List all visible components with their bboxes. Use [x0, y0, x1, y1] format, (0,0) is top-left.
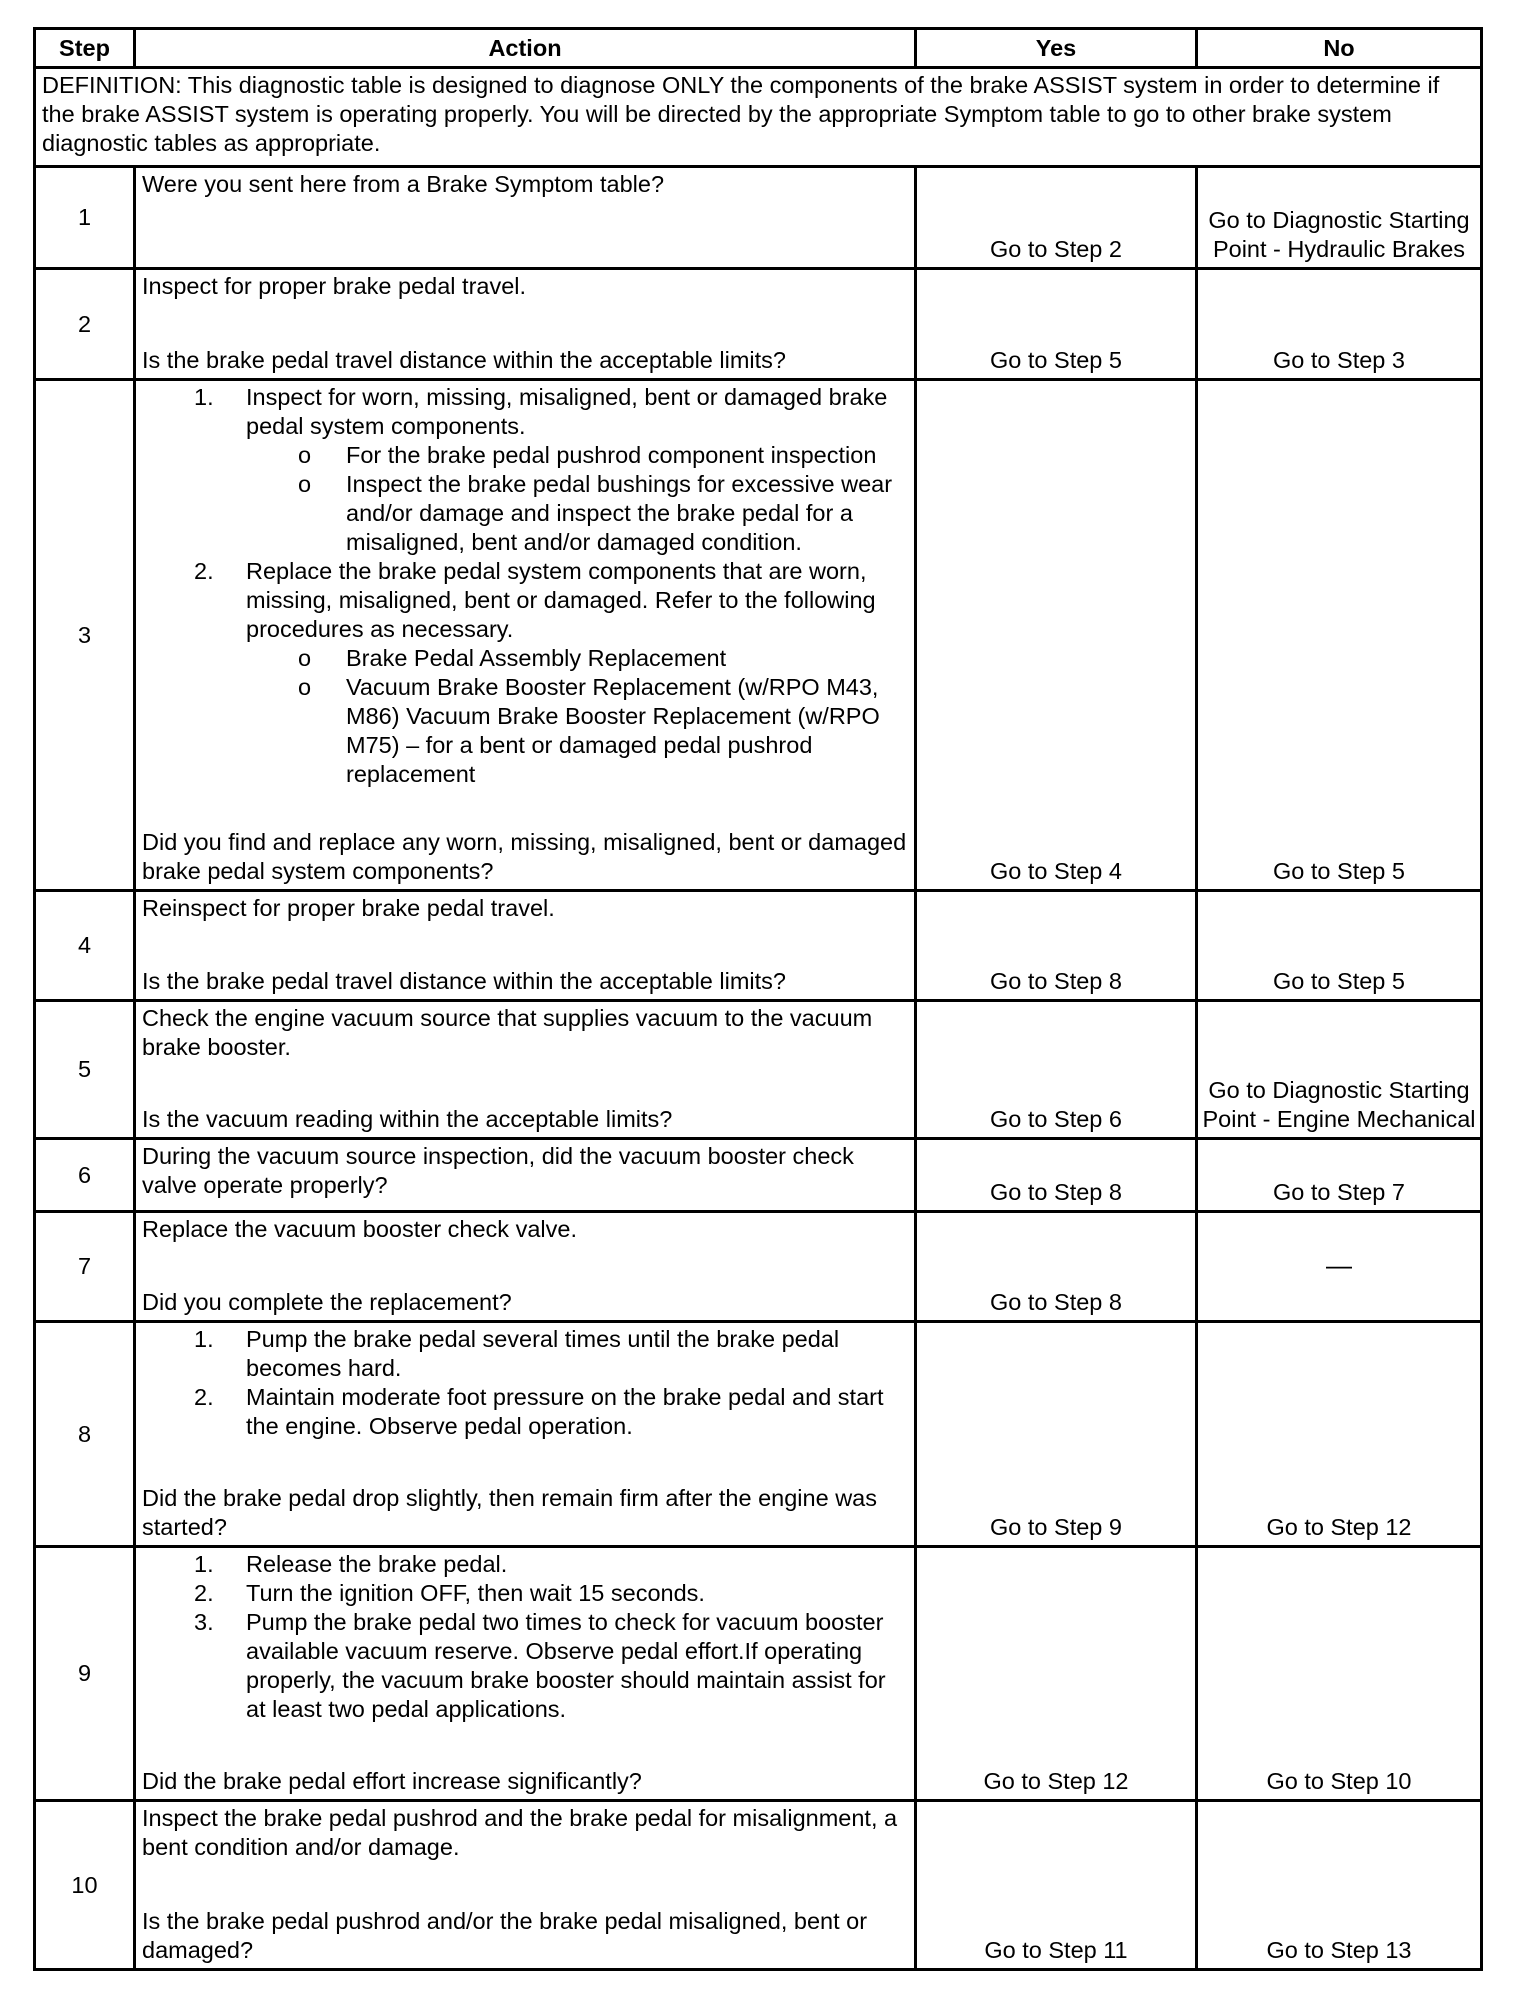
action-question: Did you find and replace any worn, missing, misaligned, bent or damaged brake pedal system components?	[142, 829, 907, 884]
action-intro: Inspect for proper brake pedal travel.	[142, 273, 527, 299]
sub-step: o Vacuum Brake Booster Replacement (w/RPO M43, M86) Vacuum Brake Booster Replacement (w/RPO M75) – for a bent or damaged pedal pushrod replacement	[346, 673, 908, 789]
no-result: Go to Step 7	[1197, 1139, 1482, 1212]
action-content	[142, 1004, 908, 1134]
step-number: 5	[35, 1001, 135, 1139]
action-question: Did you complete the replacement?	[142, 1289, 512, 1315]
no-result: —	[1197, 1212, 1482, 1322]
action-question: Is the vacuum reading within the acceptable limits?	[142, 1106, 673, 1132]
action-question: Did the brake pedal effort increase significantly?	[142, 1768, 642, 1794]
action-content	[142, 1325, 908, 1542]
yes-result: Go to Step 8	[916, 891, 1197, 1001]
action-question: Is the brake pedal travel distance within the acceptable limits?	[142, 347, 786, 373]
action-intro: Reinspect for proper brake pedal travel.	[142, 895, 555, 921]
action-content	[142, 272, 908, 375]
action-instructions	[142, 272, 908, 301]
table-row	[35, 1139, 1482, 1212]
action-question: Is the brake pedal travel distance within the acceptable limits?	[142, 968, 786, 994]
action-intro: During the vacuum source inspection, did the vacuum booster check valve operate properly?	[142, 1143, 854, 1198]
procedure-step	[246, 1325, 908, 1383]
action-instructions	[142, 383, 908, 789]
action-cell	[135, 891, 916, 1001]
yes-result: Go to Step 11	[916, 1801, 1197, 1970]
step-number: 4	[35, 891, 135, 1001]
procedure-step-text: Pump the brake pedal two times to check for vacuum booster available vacuum reserve. Observe pedal effort.If operating properly, the vacuum brake booster should maintain assist for at least two pedal applications.	[246, 1609, 886, 1722]
no-result: Go to Diagnostic Starting Point - Hydraulic Brakes	[1197, 167, 1482, 269]
procedure-step-text: Maintain moderate foot pressure on the brake pedal and start the engine. Observe pedal operation.	[246, 1384, 884, 1439]
yes-result: Go to Step 5	[916, 269, 1197, 380]
procedure-step-text: Turn the ignition OFF, then wait 15 seconds.	[246, 1580, 705, 1606]
no-result: Go to Step 5	[1197, 891, 1482, 1001]
action-intro: Were you sent here from a Brake Symptom table?	[142, 171, 665, 197]
procedure-step-text: Release the brake pedal.	[246, 1551, 508, 1577]
step-number: 9	[35, 1547, 135, 1801]
header-action: Action	[135, 29, 916, 68]
action-content	[142, 1804, 908, 1965]
procedure-step	[246, 1608, 908, 1724]
yes-result: Go to Step 8	[916, 1212, 1197, 1322]
no-result: Go to Step 12	[1197, 1322, 1482, 1547]
action-content	[142, 1215, 908, 1317]
sub-step-list	[246, 644, 908, 789]
table-row	[35, 269, 1482, 380]
action-intro: Inspect the brake pedal pushrod and the brake pedal for misalignment, a bent condition and/or damage.	[142, 1805, 898, 1860]
step-number: 10	[35, 1801, 135, 1970]
table-row	[35, 380, 1482, 891]
definition-row	[35, 68, 1482, 167]
procedure-step	[246, 383, 908, 557]
no-result: Go to Diagnostic Starting Point - Engine Mechanical	[1197, 1001, 1482, 1139]
step-number: 6	[35, 1139, 135, 1212]
action-content	[142, 1142, 908, 1207]
action-instructions	[142, 1550, 908, 1724]
procedure-step	[246, 1550, 908, 1579]
yes-result: Go to Step 8	[916, 1139, 1197, 1212]
action-instructions	[142, 894, 908, 923]
table-row	[35, 1547, 1482, 1801]
action-intro: Replace the vacuum booster check valve.	[142, 1216, 577, 1242]
procedure-step-text: Inspect for worn, missing, misaligned, bent or damaged brake pedal system components.	[246, 384, 888, 439]
action-cell	[135, 1139, 916, 1212]
yes-result: Go to Step 12	[916, 1547, 1197, 1801]
table-row	[35, 1212, 1482, 1322]
yes-result: Go to Step 6	[916, 1001, 1197, 1139]
action-cell	[135, 167, 916, 269]
action-intro: Check the engine vacuum source that supplies vacuum to the vacuum brake booster.	[142, 1005, 873, 1060]
action-question: Is the brake pedal pushrod and/or the brake pedal misaligned, bent or damaged?	[142, 1908, 868, 1963]
table-row	[35, 1801, 1482, 1970]
action-instructions	[142, 1325, 908, 1441]
procedure-list	[142, 383, 908, 789]
action-cell	[135, 269, 916, 380]
diagnostic-table	[33, 27, 1483, 1971]
yes-result: Go to Step 9	[916, 1322, 1197, 1547]
step-number: 3	[35, 380, 135, 891]
step-number: 8	[35, 1322, 135, 1547]
table-row	[35, 891, 1482, 1001]
procedure-list	[142, 1550, 908, 1724]
header-row	[35, 29, 1482, 68]
action-question: Did the brake pedal drop slightly, then remain firm after the engine was started?	[142, 1485, 877, 1540]
table-row	[35, 1322, 1482, 1547]
action-cell	[135, 1547, 916, 1801]
action-cell	[135, 1322, 916, 1547]
action-content	[142, 383, 908, 886]
action-content	[142, 1550, 908, 1796]
procedure-step-text: Pump the brake pedal several times until the brake pedal becomes hard.	[246, 1326, 840, 1381]
sub-step: o For the brake pedal pushrod component inspection	[346, 441, 908, 470]
action-content	[142, 170, 908, 264]
sub-step: o Brake Pedal Assembly Replacement	[346, 644, 908, 673]
no-result: Go to Step 5	[1197, 380, 1482, 891]
header-step: Step	[35, 29, 135, 68]
step-number: 1	[35, 167, 135, 269]
no-result: Go to Step 13	[1197, 1801, 1482, 1970]
sub-step: o Inspect the brake pedal bushings for excessive wear and/or damage and inspect the brake pedal for a misaligned, bent and/or damaged condition.	[346, 470, 908, 557]
action-cell	[135, 1801, 916, 1970]
action-instructions	[142, 170, 908, 199]
yes-result: Go to Step 2	[916, 167, 1197, 269]
yes-result: Go to Step 4	[916, 380, 1197, 891]
table-row	[35, 1001, 1482, 1139]
action-instructions	[142, 1215, 908, 1244]
action-cell	[135, 1212, 916, 1322]
procedure-step	[246, 1383, 908, 1441]
procedure-step	[246, 1579, 908, 1608]
no-result: Go to Step 10	[1197, 1547, 1482, 1801]
action-instructions	[142, 1004, 908, 1062]
no-result: Go to Step 3	[1197, 269, 1482, 380]
action-instructions	[142, 1804, 908, 1862]
action-cell	[135, 380, 916, 891]
header-yes: Yes	[916, 29, 1197, 68]
action-content	[142, 894, 908, 996]
step-number: 7	[35, 1212, 135, 1322]
sub-step-list	[246, 441, 908, 557]
table-row	[35, 167, 1482, 269]
procedure-step-text: Replace the brake pedal system components that are worn, missing, misaligned, bent or damaged. Refer to the following procedures as necessary.	[246, 558, 876, 642]
step-number: 2	[35, 269, 135, 380]
header-no: No	[1197, 29, 1482, 68]
definition-text: DEFINITION: This diagnostic table is designed to diagnose ONLY the components of the brake ASSIST system in order to determine if the brake ASSIST system is operating properly. You will be directed by the appropriate Symptom table to go to other brake system diagnostic tables as appropriate.	[35, 68, 1482, 167]
procedure-step	[246, 557, 908, 789]
action-cell	[135, 1001, 916, 1139]
procedure-list	[142, 1325, 908, 1441]
action-instructions	[142, 1142, 908, 1200]
